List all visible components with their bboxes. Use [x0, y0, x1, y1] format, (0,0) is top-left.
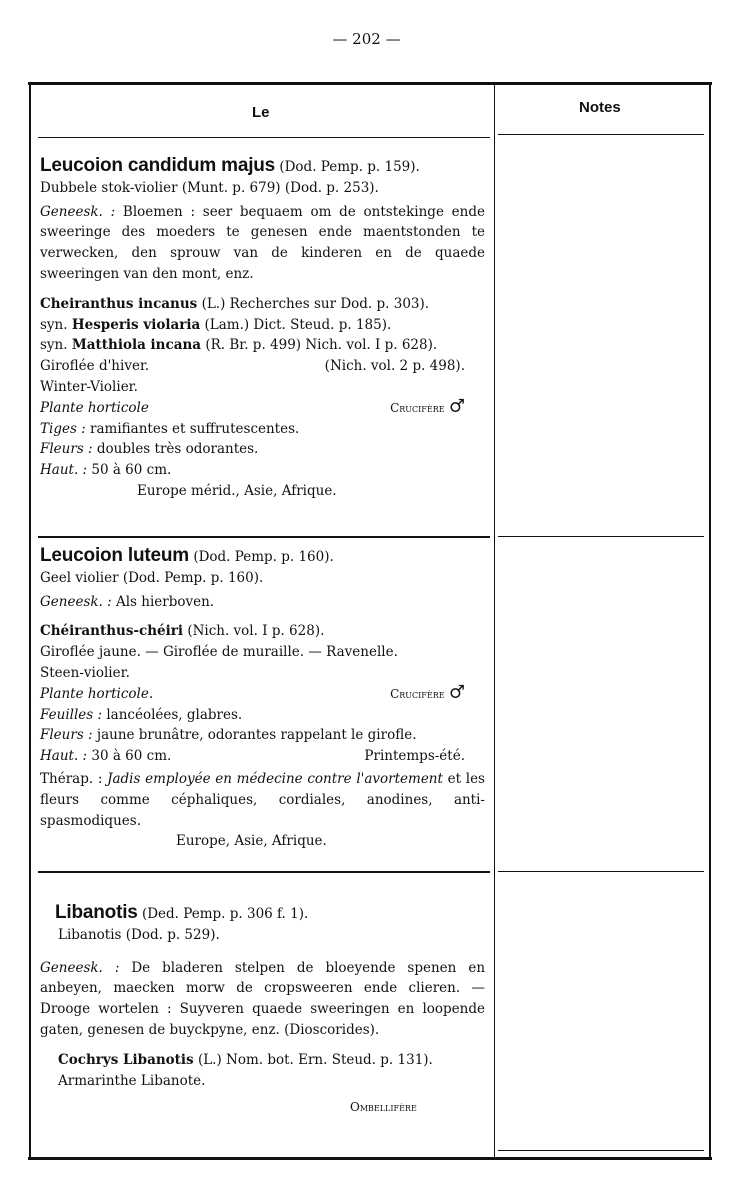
synonym-line: Chéiranthus-chéiri (Nich. vol. I p. 628).	[40, 623, 325, 640]
bottom-rule-notes	[498, 1150, 704, 1151]
entry-separator-left	[38, 536, 490, 538]
entry-separator-notes	[498, 536, 704, 537]
table-left-border	[29, 84, 31, 1158]
trait-line: Fleurs : doubles très odorantes.	[40, 441, 259, 458]
header-separator-left	[38, 137, 490, 138]
synonym-line: Cheiranthus incanus (L.) Recherches sur Dod. p. 303).	[40, 295, 430, 312]
entry-leucoion-candidum	[40, 156, 485, 502]
table-right-border	[709, 84, 711, 1158]
distribution: Europe, Asie, Afrique.	[176, 833, 327, 850]
column-divider	[494, 84, 495, 1158]
entry-title: Leucoion candidum majus	[40, 155, 276, 176]
therapeutic-note: Thérap. : Jadis employée en médecine contre l'avortement et les fleurs comme céphaliques, cordiales, anodines, anti-spasmodiques.	[40, 770, 485, 829]
page-number: — 202 —	[332, 30, 401, 48]
column-header-le: Le	[252, 104, 270, 121]
plant-type-line: Plante horticole. Crucifère ♂	[40, 681, 465, 703]
trait-line: Fleurs : jaune brunâtre, odorantes rappelant le girofle.	[40, 727, 417, 744]
medicinal-note: Geneesk. : Als hierboven.	[40, 593, 215, 610]
synonym-line: Cochrys Libanotis (L.) Nom. bot. Ern. Steud. p. 131).	[58, 1051, 433, 1068]
column-header-notes: Notes	[579, 99, 621, 116]
entry-libanotis	[40, 903, 485, 1118]
entry-reference: (Dod. Pemp. p. 160).	[193, 549, 334, 565]
entry-reference: (Dod. Pemp. p. 159).	[279, 159, 420, 175]
medicinal-note: Geneesk. : De bladeren stelpen de bloeyende spenen en anbeyen, maecken morw de cropsweeren ende clieren. — Drooge wortelen : Suyveren quaede sweeringen en loopende gaten, genesen de buyckpyne, enz. (Dioscorides).	[40, 959, 486, 1038]
trait-line: Tiges : ramifiantes et suffrutescentes.	[40, 420, 300, 437]
entry-title: Leucoion luteum	[40, 545, 190, 566]
synonym-line: syn. Matthiola incana (R. Br. p. 499) Nich. vol. I p. 628).	[40, 337, 438, 354]
trait-line: Feuilles : lancéolées, glabres.	[40, 706, 243, 723]
family-label: Ombellifère	[350, 1100, 417, 1115]
common-name-line: Armarinthe Libanote.	[58, 1072, 206, 1089]
entry-separator-notes	[498, 871, 704, 872]
male-symbol-icon: ♂	[448, 681, 465, 703]
table-top-border	[28, 82, 712, 85]
entry-reference: (Ded. Pemp. p. 306 f. 1).	[141, 906, 309, 922]
synonym-line: syn. Hesperis violaria (Lam.) Dict. Steud. p. 185).	[40, 316, 392, 333]
entry-separator-left	[38, 871, 490, 873]
dutch-name: Dubbele stok-violier (Munt. p. 679) (Dod. p. 253).	[40, 179, 379, 196]
common-name-line: Giroflée d'hiver. (Nich. vol. 2 p. 498).	[40, 358, 465, 375]
plant-type-line: Plante horticole Crucifère ♂	[40, 395, 465, 417]
trait-line: Haut. : 30 à 60 cm. Printemps-été.	[40, 748, 465, 765]
common-name-line: Giroflée jaune. — Giroflée de muraille. — Ravenelle.	[40, 644, 398, 661]
header-separator-notes	[498, 134, 704, 135]
male-symbol-icon: ♂	[448, 395, 465, 417]
distribution: Europe mérid., Asie, Afrique.	[137, 482, 337, 499]
table-bottom-border	[28, 1157, 712, 1160]
trait-line: Haut. : 50 à 60 cm.	[40, 462, 172, 479]
entry-leucoion-luteum	[40, 546, 485, 852]
entry-title: Libanotis	[55, 902, 138, 923]
common-name-line: Steen-violier.	[40, 664, 130, 681]
common-name-line: Winter-Violier.	[40, 378, 138, 395]
medicinal-note: Geneesk. : Bloemen : seer bequaem om de ontstekinge ende sweeringe des moeders te genesen ende maentstonden te verwecken, den sprouw van de kinderen en de quaede sweeringen van den mont, enz.	[40, 203, 485, 282]
dutch-name: Geel violier (Dod. Pemp. p. 160).	[40, 569, 264, 586]
dutch-name: Libanotis (Dod. p. 529).	[58, 926, 220, 943]
